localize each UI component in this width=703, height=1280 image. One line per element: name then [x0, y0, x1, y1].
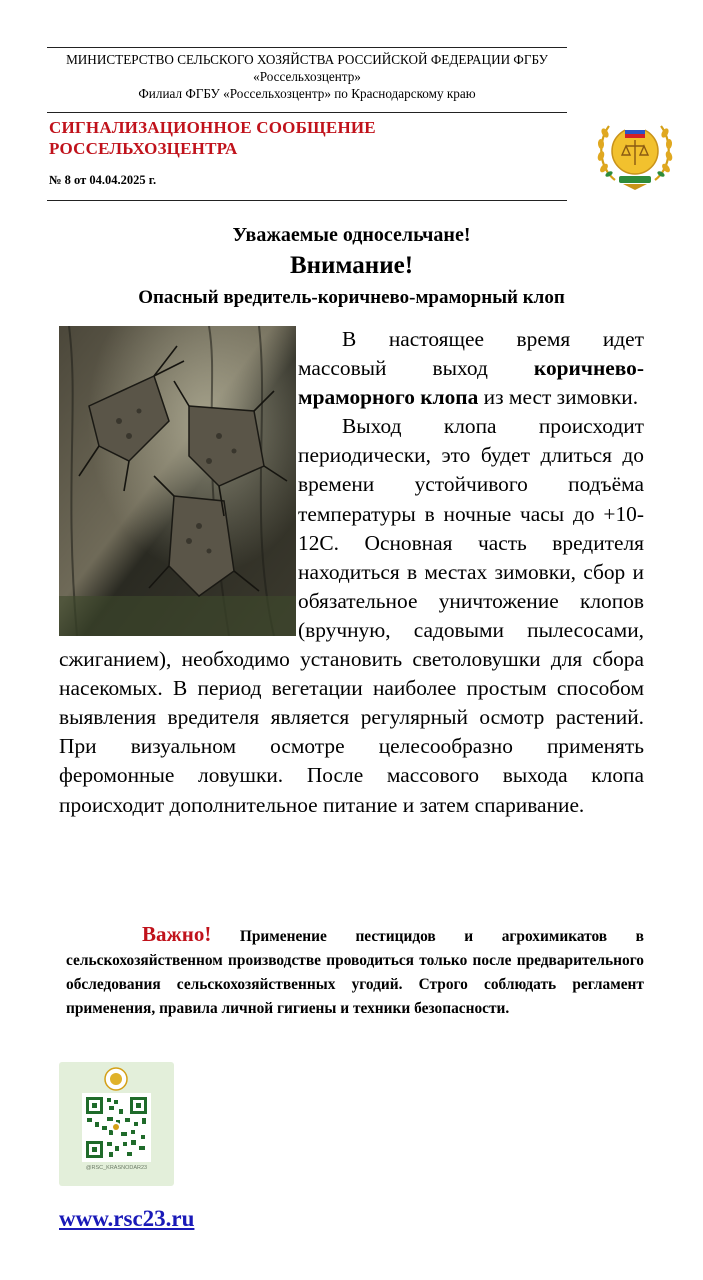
signal-title — [49, 117, 376, 159]
important-label: Важно! — [142, 922, 212, 946]
signal-title-line-2: РОССЕЛЬХОЗЦЕНТРА — [49, 139, 238, 158]
signal-title-line-1: СИГНАЛИЗАЦИОННОЕ СООБЩЕНИЕ — [49, 118, 376, 137]
photo-text-wrap-spacer — [59, 325, 298, 636]
paragraph-1-start: В настоящее время идет массовый выход — [298, 327, 644, 381]
qr-code-card[interactable] — [59, 1062, 174, 1186]
salutation: Уважаемые односельчане! — [232, 224, 471, 246]
header-top-rule — [47, 47, 567, 48]
ministry-line-1: МИНИСТЕРСТВО СЕЛЬСКОГО ХОЗЯЙСТВА РОССИЙСКОЙ ФЕДЕРАЦИИ ФГБУ — [66, 52, 548, 67]
rosselkhoz-emblem-icon — [595, 110, 675, 192]
paragraph-1-end: из мест зимовки. — [478, 385, 639, 410]
qr-handle: @RSC_KRASNODAR23 — [85, 1165, 148, 1171]
message-number: № 8 от 04.04.2025 г. — [49, 173, 157, 187]
attention-heading: Внимание! — [289, 252, 414, 279]
header-bottom-rule — [47, 200, 567, 201]
header-middle-rule — [47, 112, 567, 113]
subject-heading: Опасный вредитель-коричнево-мраморный клоп — [138, 287, 565, 308]
ministry-line-2: «Россельхозцентр» — [253, 69, 361, 84]
paragraph-2: Выход клопа происходит периодически, это будет длиться до времени устойчивого подъёма температуры в ночные часы до +10-12С. Основная часть вредителя находиться в местах зимовки, сбор и обязательное уничтожение клопов (вручную, садовыми пылесосами, сжиганием), необходимо установить светоловушки для сбора насекомых. В период вегетации наиболее простым способом выявления вредителя является регулярный осмотр растений. При визуальном осмотре целесообразно применять феромонные ловушки. После массового выхода клопа происходит дополнительное питание и затем спаривание. — [59, 414, 644, 817]
branch-line: Филиал ФГБУ «Россельхозцентр» по Краснодарскому краю — [138, 86, 476, 101]
article-body — [59, 325, 644, 820]
pest-name-bold: коричнево-мраморного клопа — [298, 356, 644, 410]
important-notice — [66, 922, 644, 1021]
important-text: Применение пестицидов и агрохимикатов в сельскохозяйственном производстве проводиться только после предварительного обследования сельскохозяйственных угодий. Строго соблюдать регламент применения, правила личной гигиены и техники безопасности. — [66, 928, 644, 1017]
website-link[interactable]: www.rsc23.ru — [59, 1206, 195, 1231]
